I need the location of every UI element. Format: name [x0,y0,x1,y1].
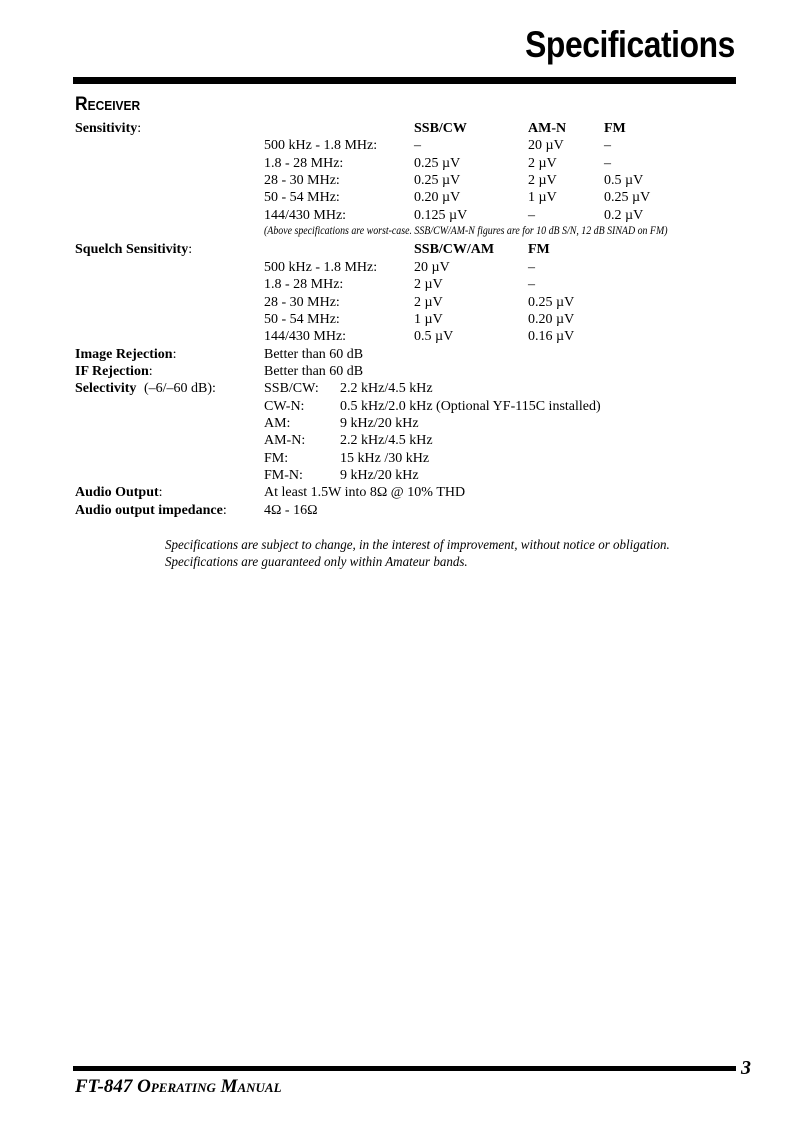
spec-value: 2 µV [528,173,557,189]
band-label: 50 - 54 MHz: [264,190,340,206]
band-label: 1.8 - 28 MHz: [264,277,344,293]
spec-label: Image Rejection: [75,346,177,362]
spec-value: At least 1.5W into 8Ω @ 10% THD [264,485,466,501]
spec-value: 0.25 µV [414,173,461,189]
header-rule [73,77,736,84]
sensitivity-note: (Above specifications are worst-case. SSB/CW/AM-N figures are for 10 dB S/N, 12 dB SINAD on FM) [264,225,668,238]
spec-value: 0.20 µV [414,190,461,206]
page-title: Specifications [525,24,735,65]
spec-value: 9 kHz/20 kHz [340,415,419,431]
band-label: 500 kHz - 1.8 MHz: [264,259,378,275]
spec-value: – [528,277,535,293]
spec-value: 0.5 µV [414,329,454,345]
footnote: Specifications are guaranteed only within Amateur bands. [165,555,468,571]
spec-value: 0.125 µV [414,207,468,223]
spec-value: 1 µV [414,311,443,327]
band-label: 144/430 MHz: [264,329,347,345]
spec-value: 15 kHz /30 kHz [340,450,430,466]
column-header: FM [604,121,626,136]
spec-value: – [414,138,421,154]
mode-label: AM: [264,415,291,431]
band-label: 500 kHz - 1.8 MHz: [264,138,378,154]
spec-value: – [528,207,535,223]
page-number: 3 [741,1057,751,1079]
spec-value: 0.25 µV [414,155,461,171]
band-label: 1.8 - 28 MHz: [264,155,344,171]
column-header: AM-N [528,121,567,136]
spec-value: 2 µV [414,294,443,310]
footnote: Specifications are subject to change, in the interest of improvement, without notice or obligation. [165,538,670,554]
spec-value: 0.25 µV [528,294,575,310]
footer-rule [73,1066,736,1071]
mode-label: SSB/CW: [264,381,319,397]
spec-label: Audio output impedance: [75,502,227,518]
band-label: 50 - 54 MHz: [264,311,340,327]
spec-value: 0.5 µV [604,173,644,189]
column-header: SSB/CW [414,121,467,136]
spec-value: 4Ω - 16Ω [264,502,318,518]
spec-value: 0.5 kHz/2.0 kHz (Optional YF-115C installed) [340,398,601,414]
band-label: 28 - 30 MHz: [264,294,340,310]
mode-label: FM: [264,450,289,466]
spec-value: 0.16 µV [528,329,575,345]
section-title: Receiver [75,94,141,115]
spec-value: Better than 60 dB [264,363,364,379]
spec-value: – [528,259,535,275]
spec-value: 20 µV [528,138,564,154]
mode-label: AM-N: [264,433,306,449]
mode-label: FM-N: [264,468,303,483]
spec-value: 0.2 µV [604,207,644,223]
column-header: FM [528,242,550,258]
spec-value: Better than 60 dB [264,346,364,362]
spec-value: 0.25 µV [604,190,651,206]
spec-label: Sensitivity: [75,121,142,136]
spec-label: Squelch Sensitivity: [75,242,193,258]
spec-value: – [604,155,611,171]
selectivity-suffix: (–6/–60 dB): [144,381,216,397]
spec-value: 2 µV [414,277,443,293]
spec-value: 2.2 kHz/4.5 kHz [340,381,433,397]
spec-label: Audio Output: [75,485,163,501]
spec-value: 2.2 kHz/4.5 kHz [340,433,433,449]
spec-value: 9 kHz/20 kHz [340,468,419,483]
manual-title: FT-847 Operating Manual [75,1076,282,1097]
spec-label: Selectivity [75,381,137,397]
spec-value: – [604,138,611,154]
mode-label: CW-N: [264,398,305,414]
spec-value: 0.20 µV [528,311,575,327]
column-header: SSB/CW/AM [414,242,495,258]
band-label: 144/430 MHz: [264,207,347,223]
spec-value: 2 µV [528,155,557,171]
spec-label: IF Rejection: [75,363,153,379]
band-label: 28 - 30 MHz: [264,173,340,189]
spec-value: 20 µV [414,259,450,275]
spec-value: 1 µV [528,190,557,206]
